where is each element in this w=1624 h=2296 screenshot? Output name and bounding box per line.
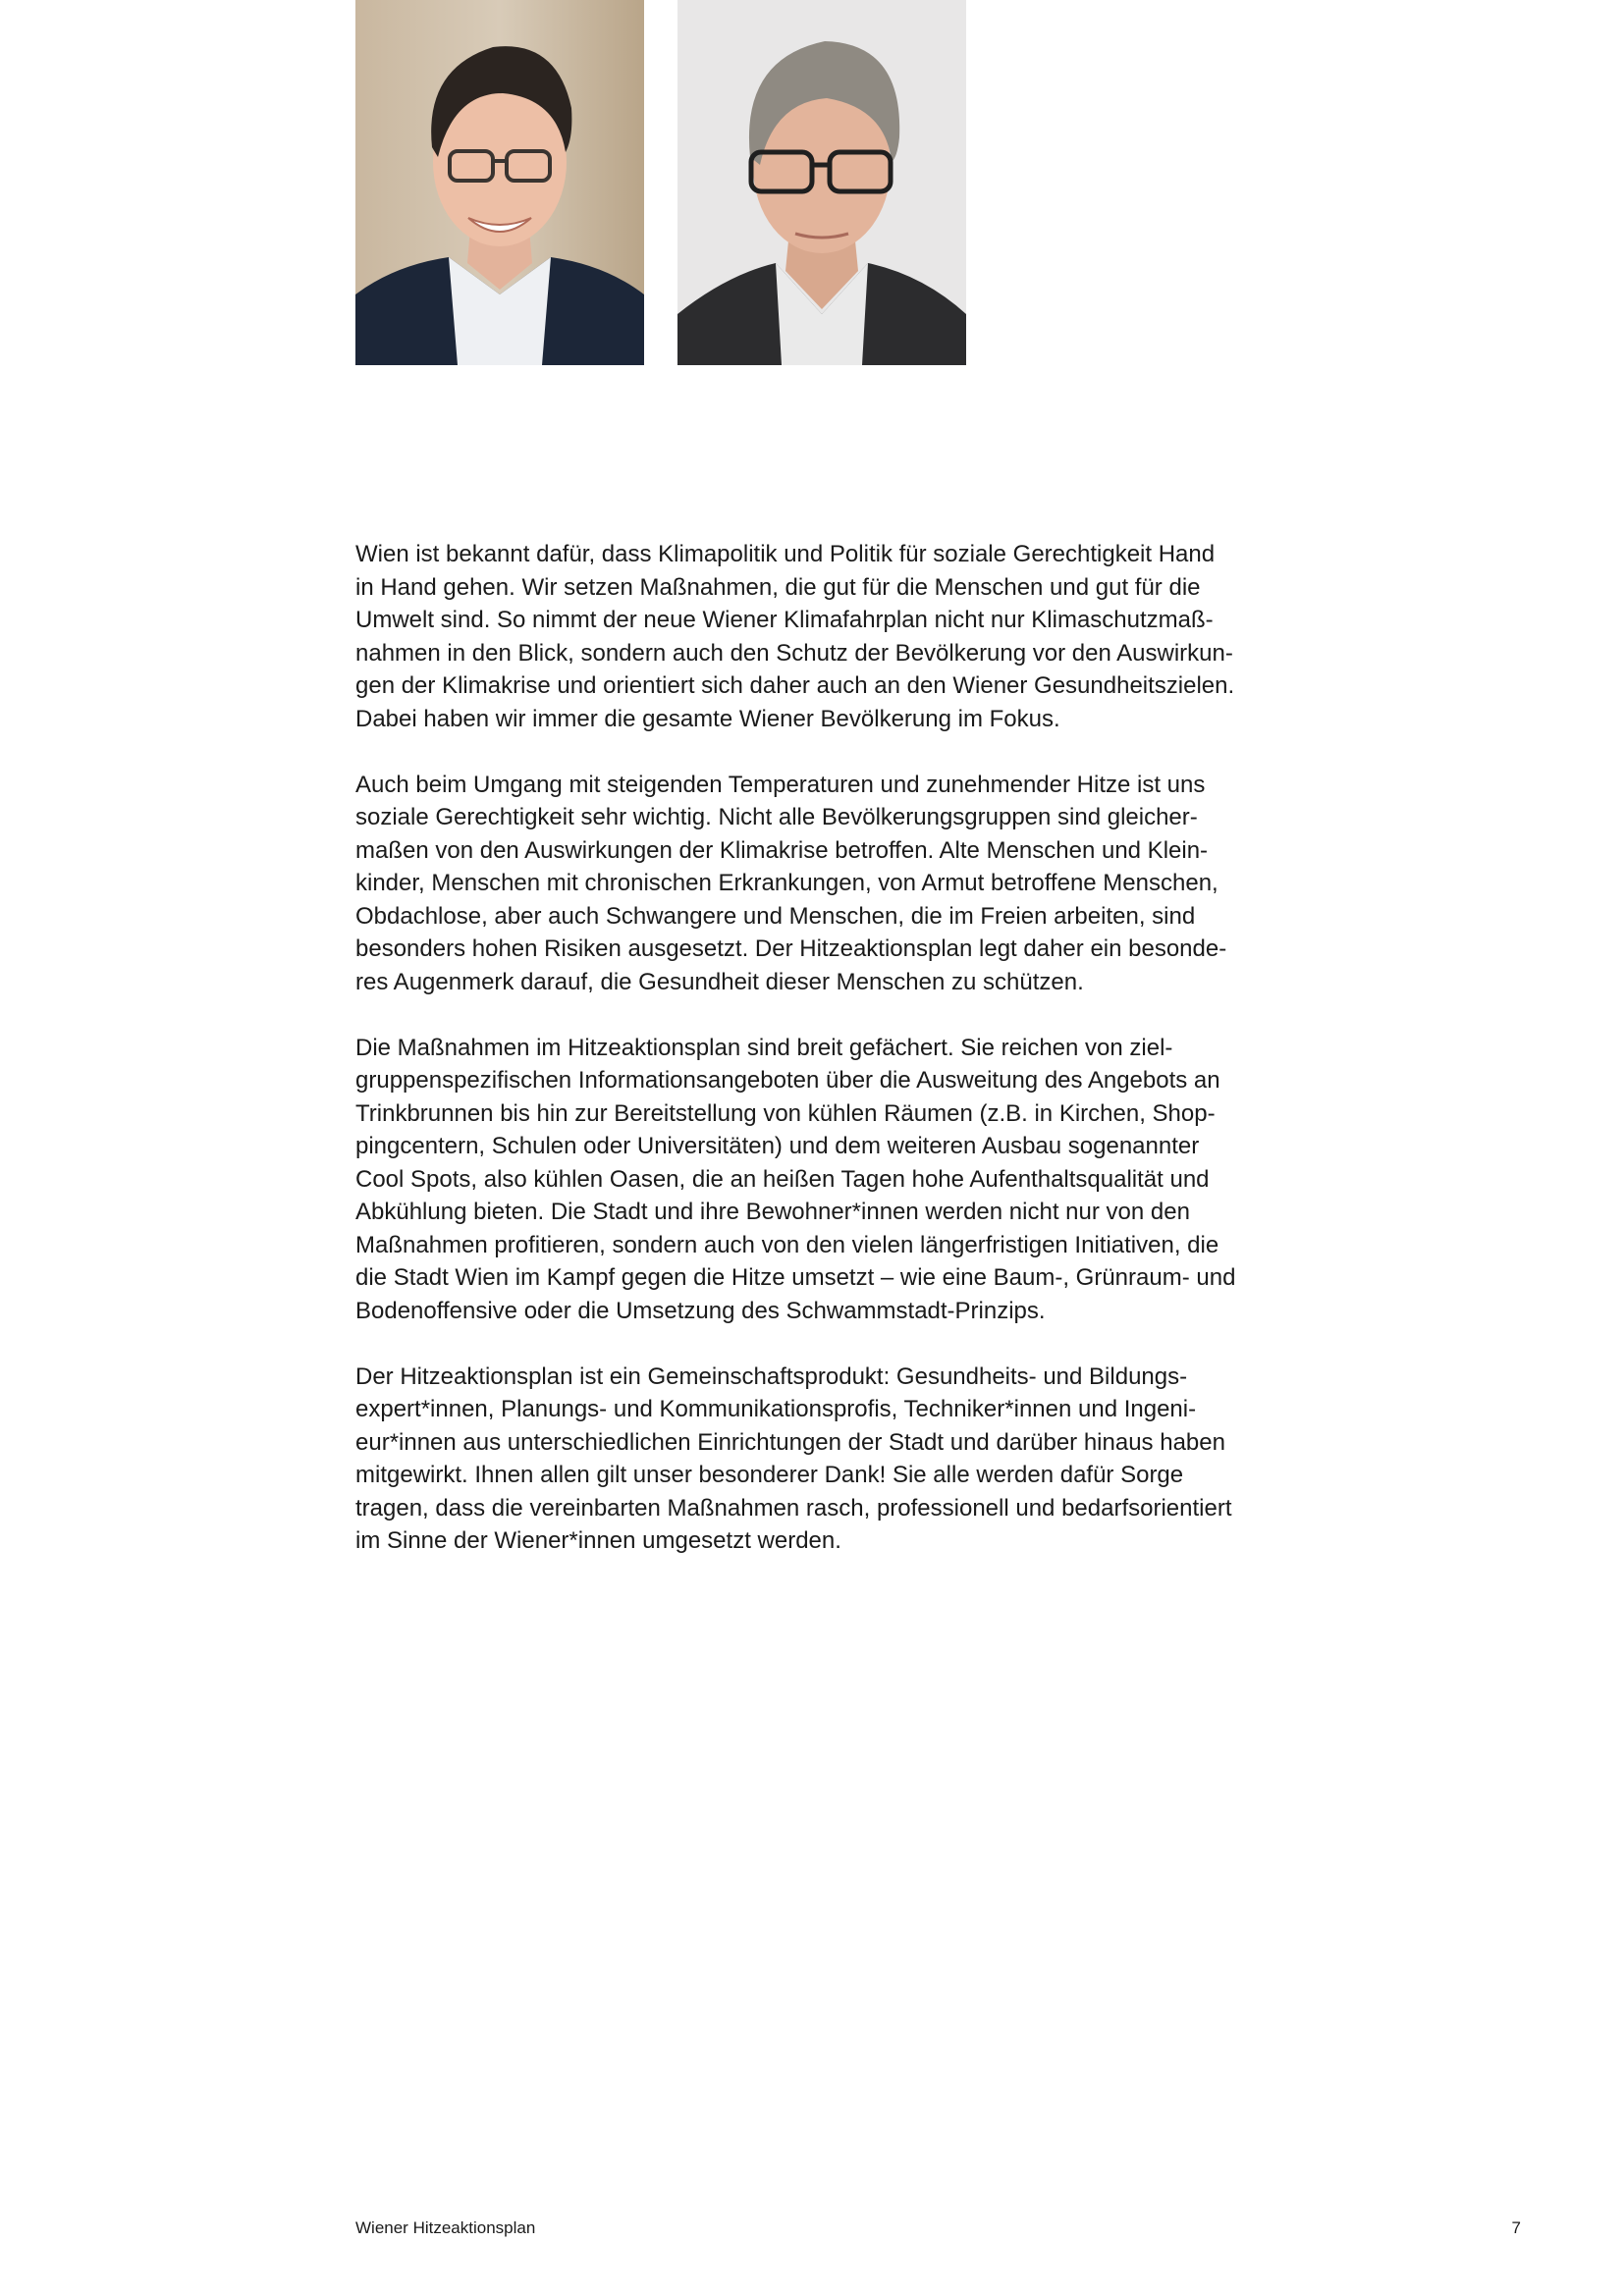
portrait-illustration-left: [355, 0, 644, 365]
portrait-illustration-right: [677, 0, 966, 365]
portrait-photo-left: [355, 0, 644, 365]
paragraph-3: Die Maßnahmen im Hitzeaktionsplan sind breit gefächert. Sie reichen von ziel- gruppenspezifischen Informationsangeboten über die Ausweitung des Angebots an Trinkbrunnen bis hin zur Bereitstellung von kühlen Räumen (z.B. in Kirchen, Shop- pingcentern, Schulen oder Universitäten) und dem weiteren Ausbau sogenannter Cool Spots, also kühlen Oasen, die an heißen Tagen hohe Aufenthaltsqualität und Abkühlung bieten. Die Stadt und ihre Bewohner*innen werden nicht nur von den Maßnahmen profitieren, sondern auch von den vielen längerfristigen Initiativen, die die Stadt Wien im Kampf gegen die Hitze umsetzt – wie eine Baum-, Grünraum- und Bodenoffensive oder die Umsetzung des Schwammstadt-Prinzips.: [355, 1034, 1236, 1324]
paragraph-4: Der Hitzeaktionsplan ist ein Gemeinschaftsprodukt: Gesundheits- und Bildungs- expert*innen, Planungs- und Kommunikationsprofis, Techniker*innen und Ingeni- eur*innen aus unterschiedlichen Einrichtungen der Stadt und darüber hinaus haben mitgewirkt. Ihnen allen gilt unser besonderer Dank! Sie alle werden dafür Sorge tragen, dass die vereinbarten Maßnahmen rasch, professionell und bedarfsorientiert im Sinne der Wiener*innen umgesetzt werden.: [355, 1362, 1232, 1554]
footer-document-title: Wiener Hitzeaktionsplan: [355, 2218, 536, 2237]
paragraph-2: Auch beim Umgang mit steigenden Temperaturen und zunehmender Hitze ist uns soziale Gerechtigkeit sehr wichtig. Nicht alle Bevölkerungsgruppen sind gleicher- maßen von den Auswirkungen der Klimakrise betroffen. Alte Menschen und Klein- kinder, Menschen mit chronischen Erkrankungen, von Armut betroffene Menschen, Obdachlose, aber auch Schwangere und Menschen, die im Freien arbeiten, sind besonders hohen Risiken ausgesetzt. Der Hitzeaktionsplan legt daher ein besonde- res Augenmerk darauf, die Gesundheit dieser Menschen zu schützen.: [355, 771, 1227, 995]
portrait-photo-right: [677, 0, 966, 365]
paragraph-1: Wien ist bekannt dafür, dass Klimapolitik und Politik für soziale Gerechtigkeit Hand in Hand gehen. Wir setzen Maßnahmen, die gut für die Menschen und gut für die Umwelt sind. So nimmt der neue Wiener Klimafahrplan nicht nur Klimaschutzmaß- nahmen in den Blick, sondern auch den Schutz der Bevölkerung vor den Auswirkun- gen der Klimakrise und orientiert sich daher auch an den Wiener Gesundheitszielen. Dabei haben wir immer die gesamte Wiener Bevölkerung im Fokus.: [355, 541, 1235, 732]
foreword-text: [355, 538, 1298, 1590]
page-number: 7: [1511, 2218, 1521, 2237]
